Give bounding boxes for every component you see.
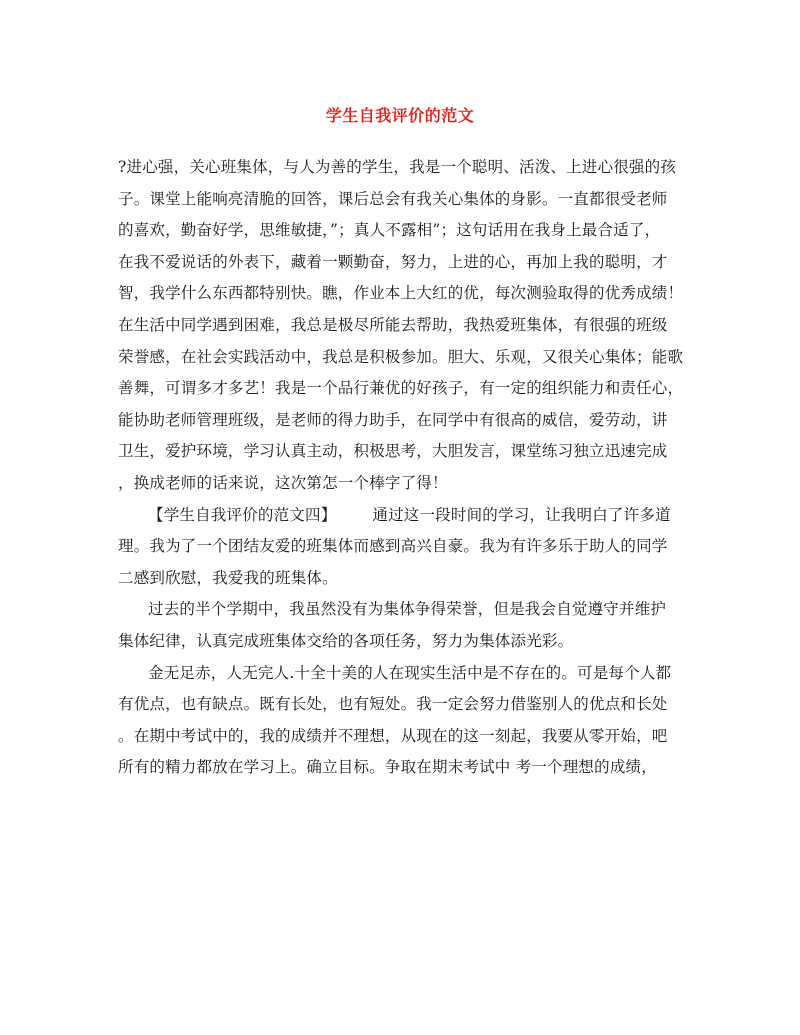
paragraph-line: 理。我为了一个团结友爱的班集体而感到高兴自豪。我为有许多乐于助人的同学 (118, 537, 668, 556)
paragraph-line: 的喜欢，勤奋好学，思维敏捷，”；真人不露相”；这句话用在我身上最合适了， (118, 221, 661, 240)
paragraph-line: 智，我学什么东西都特别快。瞧，作业本上大红的优，每次测验取得的优秀成绩！ (118, 284, 684, 303)
paragraph-line: 有优点，也有缺点。既有长处，也有短处。我一定会努力借鉴别人的优点和长处 (118, 695, 668, 714)
section-heading-line (118, 500, 688, 532)
paragraph-line: 荣誉感，在社会实践活动中，我总是积极参加。胆大、乐观，又很关心集体；能歌 (118, 347, 684, 366)
paragraph-line: 集体纪律，认真完成班集体交给的各项任务，努力为集体添光彩。 (118, 631, 574, 650)
paragraph-line: 在生活中同学遇到困难，我总是极尽所能去帮助，我热爱班集体，有很强的班级 (118, 315, 668, 334)
document-body (118, 152, 688, 784)
document-title: 学生自我评价的范文 (325, 106, 475, 125)
paragraph-line: ，换成老师的话来说，这次第怎一个棒字了得！ (118, 473, 448, 492)
section-heading: 【学生自我评价的范文四】 (148, 505, 337, 524)
section-first-line: 通过这一段时间的学习，让我明白了许多道 (372, 505, 671, 524)
paragraph-line: 能协助老师管理班级，是老师的得力助手，在同学中有很高的威信，爱劳动，讲 (118, 410, 668, 429)
paragraph-line: 在我不爱说话的外表下，藏着一颗勤奋，努力，上进的心，再加上我的聪明，才 (118, 252, 668, 271)
paragraph-line: 。在期中考试中的，我的成绩并不理想，从现在的这一刻起，我要从零开始，吧 (118, 726, 668, 745)
paragraph-line: 二感到欣慰，我爱我的班集体。 (118, 568, 338, 587)
paragraph-line: 卫生，爱护环境，学习认真主动，积极思考，大胆发言，课堂练习独立迅速完成 (118, 442, 668, 461)
paragraph-line: 所有的精力都放在学习上。确立目标。争取在期末考试中 考一个理想的成绩， (118, 758, 657, 777)
paragraph-line: ?进心强，关心班集体，与人为善的学生，我是一个聪明、活泼、上进心很强的孩 (118, 158, 677, 176)
paragraph-line: 子。课堂上能响亮清脆的回答，课后总会有我关心集体的身影。一直都很受老师 (118, 189, 668, 208)
paragraph-line: 善舞，可谓多才多艺！我是一个品行兼优的好孩子，有一定的组织能力和责任心， (118, 379, 684, 398)
paragraph-line: 金无足赤，人无完人.十全十美的人在现实生活中是不存在的。可是每个人都 (148, 663, 672, 682)
paragraph-line: 过去的半个学期中，我虽然没有为集体争得荣誉，但是我会自觉遵守并维护 (148, 600, 667, 619)
